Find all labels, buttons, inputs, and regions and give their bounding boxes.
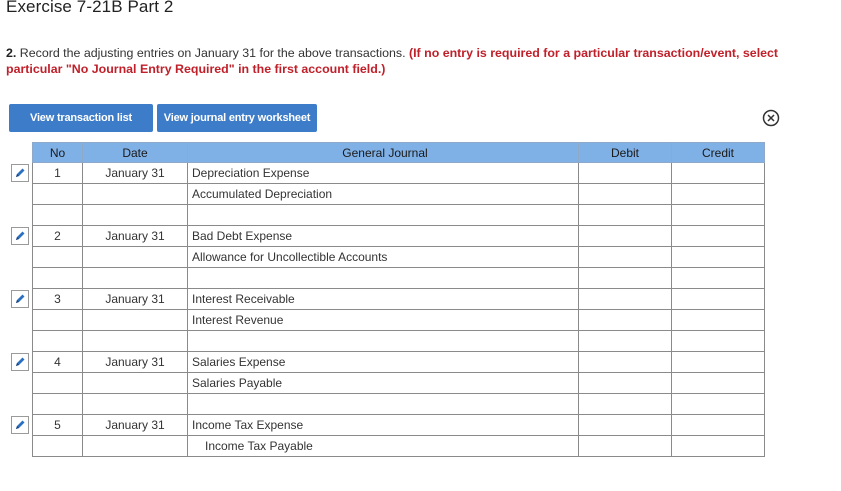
table-row	[33, 310, 765, 331]
credit-amount-field[interactable]	[672, 205, 765, 226]
table-row	[33, 352, 765, 373]
debit-amount-field[interactable]	[579, 184, 672, 205]
table-row	[33, 331, 765, 352]
credit-amount-field[interactable]	[672, 268, 765, 289]
entry-number: 2	[33, 226, 83, 247]
debit-amount-field[interactable]	[579, 394, 672, 415]
table-row	[33, 205, 765, 226]
debit-amount-field[interactable]	[579, 205, 672, 226]
table-row	[33, 436, 765, 457]
close-icon[interactable]	[762, 109, 780, 127]
pencil-icon[interactable]	[11, 290, 29, 308]
credit-account-field[interactable]: Interest Revenue	[188, 310, 579, 331]
column-header-debit: Debit	[579, 143, 672, 163]
credit-account-field[interactable]: Accumulated Depreciation	[188, 184, 579, 205]
debit-amount-field[interactable]	[579, 226, 672, 247]
table-row	[33, 415, 765, 436]
credit-amount-field[interactable]	[672, 310, 765, 331]
entry-date[interactable]: January 31	[83, 415, 188, 436]
pencil-icon[interactable]	[11, 227, 29, 245]
credit-amount-field[interactable]	[672, 415, 765, 436]
credit-amount-field[interactable]	[672, 352, 765, 373]
credit-amount-field[interactable]	[672, 331, 765, 352]
account-field[interactable]	[188, 394, 579, 415]
credit-amount-field[interactable]	[672, 184, 765, 205]
table-header-row	[33, 143, 765, 163]
debit-amount-field[interactable]	[579, 268, 672, 289]
credit-amount-field[interactable]	[672, 394, 765, 415]
credit-amount-field[interactable]	[672, 226, 765, 247]
view-transaction-list-button[interactable]: View transaction list	[9, 104, 153, 132]
credit-amount-field[interactable]	[672, 436, 765, 457]
column-header-credit: Credit	[672, 143, 765, 163]
table-row	[33, 289, 765, 310]
debit-amount-field[interactable]	[579, 436, 672, 457]
table-row	[33, 184, 765, 205]
debit-amount-field[interactable]	[579, 163, 672, 184]
debit-account-field[interactable]: Bad Debt Expense	[188, 226, 579, 247]
instruction-note: (If no entry is required for a particular transaction/event, select particular "No Journal Entry Required" in the first account field.)	[6, 46, 779, 76]
debit-amount-field[interactable]	[579, 331, 672, 352]
debit-account-field[interactable]: Income Tax Expense	[188, 415, 579, 436]
credit-account-field[interactable]: Salaries Payable	[188, 373, 579, 394]
debit-amount-field[interactable]	[579, 415, 672, 436]
instruction-text: Record the adjusting entries on January 31 for the above transactions.	[19, 46, 406, 60]
instructions	[6, 45, 836, 77]
column-header-general-journal: General Journal	[188, 143, 579, 163]
credit-amount-field[interactable]	[672, 247, 765, 268]
credit-amount-field[interactable]	[672, 163, 765, 184]
account-field[interactable]	[188, 331, 579, 352]
table-row	[33, 226, 765, 247]
debit-amount-field[interactable]	[579, 310, 672, 331]
debit-amount-field[interactable]	[579, 373, 672, 394]
credit-account-field[interactable]: Income Tax Payable	[188, 436, 579, 457]
view-journal-entry-worksheet-button[interactable]: View journal entry worksheet	[157, 104, 317, 132]
debit-amount-field[interactable]	[579, 289, 672, 310]
pencil-icon[interactable]	[11, 416, 29, 434]
entry-number: 4	[33, 352, 83, 373]
page-title: Exercise 7-21B Part 2	[6, 0, 174, 16]
general-journal-table	[32, 142, 765, 457]
entry-date[interactable]: January 31	[83, 352, 188, 373]
instruction-number: 2.	[6, 46, 17, 60]
pencil-icon[interactable]	[11, 353, 29, 371]
entry-number: 1	[33, 163, 83, 184]
entry-date[interactable]: January 31	[83, 163, 188, 184]
table-row	[33, 247, 765, 268]
debit-account-field[interactable]: Depreciation Expense	[188, 163, 579, 184]
column-header-date: Date	[83, 143, 188, 163]
column-header-no: No	[33, 143, 83, 163]
debit-account-field[interactable]: Salaries Expense	[188, 352, 579, 373]
table-row	[33, 373, 765, 394]
table-row	[33, 394, 765, 415]
credit-amount-field[interactable]	[672, 289, 765, 310]
debit-amount-field[interactable]	[579, 247, 672, 268]
debit-account-field[interactable]: Interest Receivable	[188, 289, 579, 310]
entry-number: 5	[33, 415, 83, 436]
table-row	[33, 163, 765, 184]
debit-amount-field[interactable]	[579, 352, 672, 373]
table-row	[33, 268, 765, 289]
entry-date[interactable]: January 31	[83, 289, 188, 310]
credit-amount-field[interactable]	[672, 373, 765, 394]
pencil-icon[interactable]	[11, 164, 29, 182]
account-field[interactable]	[188, 205, 579, 226]
entry-number: 3	[33, 289, 83, 310]
entry-date[interactable]: January 31	[83, 226, 188, 247]
account-field[interactable]	[188, 268, 579, 289]
credit-account-field[interactable]: Allowance for Uncollectible Accounts	[188, 247, 579, 268]
